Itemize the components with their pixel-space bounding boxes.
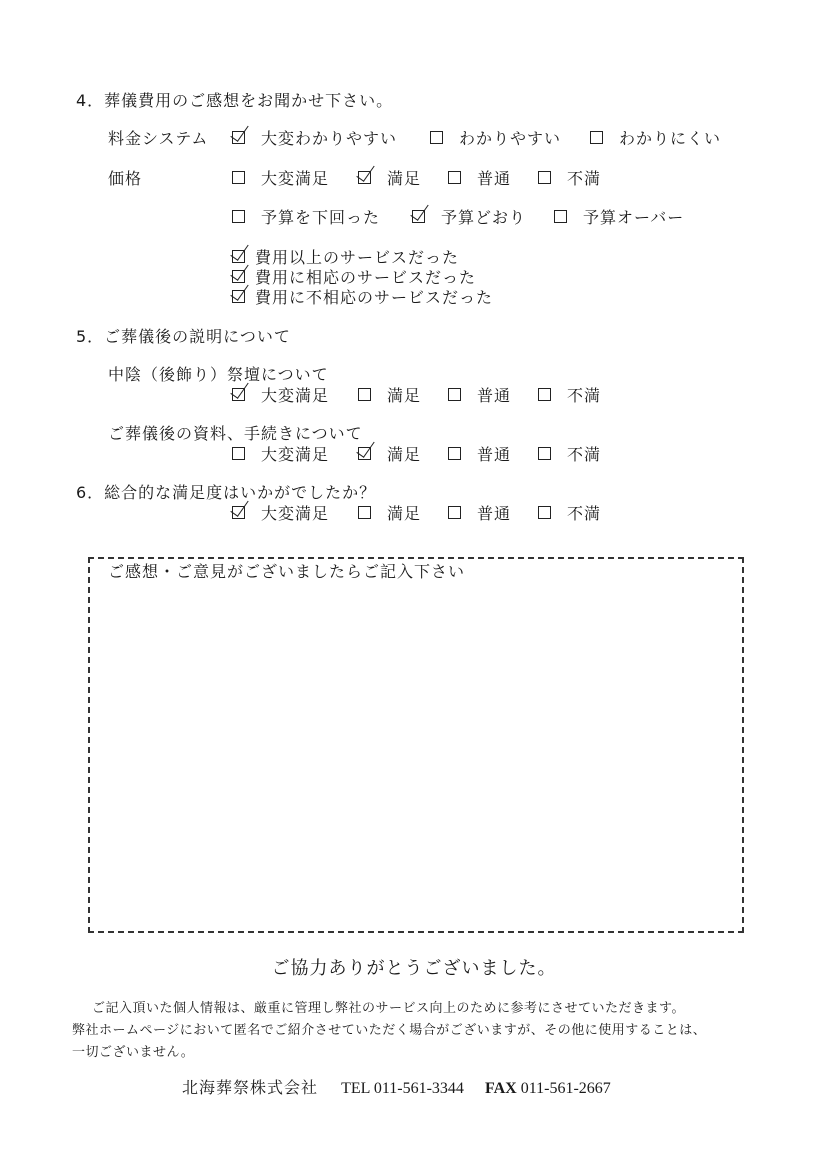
option-very-satisfied[interactable]: 大変満足 — [232, 501, 329, 524]
section6-title: 6．総合的な満足度はいかがでしたか？ — [76, 483, 377, 502]
fax-label: FAX — [485, 1080, 517, 1097]
option-dissatisfied[interactable]: 不満 — [538, 383, 601, 406]
checkbox-icon[interactable] — [448, 506, 461, 519]
option-normal[interactable]: 普通 — [448, 501, 511, 524]
section4-title: 4．葬儀費用のご感想をお聞かせ下さい。 — [76, 91, 394, 110]
checkbox-icon[interactable] — [538, 388, 551, 401]
checkbox-icon[interactable] — [448, 388, 461, 401]
price-system-label: 料金システム — [108, 129, 209, 148]
option-dissatisfied[interactable]: 不満 — [538, 442, 601, 465]
option-unclear[interactable]: わかりにくい — [590, 126, 721, 149]
option-dissatisfied[interactable]: 不満 — [538, 166, 601, 189]
option-satisfied[interactable]: 満足 — [358, 501, 421, 524]
thanks-message: ご協力ありがとうございました。 — [271, 958, 557, 979]
checkbox-icon[interactable] — [448, 171, 461, 184]
option-clear[interactable]: わかりやすい — [430, 126, 561, 149]
checkbox-icon[interactable] — [232, 210, 245, 223]
checkbox-icon[interactable] — [232, 447, 245, 460]
option-satisfied[interactable]: 満足 — [358, 166, 421, 189]
checkbox-icon[interactable] — [448, 447, 461, 460]
privacy-notice-line1: ご記入頂いた個人情報は、厳重に管理し弊社のサービス向上のために参考にさせていただきます。 — [92, 1001, 685, 1016]
checkbox-icon[interactable] — [232, 171, 245, 184]
option-service-matches-cost[interactable]: 費用に相応のサービスだった — [232, 265, 476, 288]
checkbox-icon[interactable] — [538, 447, 551, 460]
option-normal[interactable]: 普通 — [448, 166, 511, 189]
checkbox-icon[interactable] — [232, 388, 245, 401]
option-normal[interactable]: 普通 — [448, 442, 511, 465]
checkbox-icon[interactable] — [232, 131, 245, 144]
option-on-budget[interactable]: 予算どおり — [412, 205, 526, 228]
privacy-notice-line2: 弊社ホームページにおいて匿名でご紹介させていただく場合がございますが、その他に使用することは、 — [72, 1023, 707, 1038]
option-very-satisfied[interactable]: 大変満足 — [232, 442, 329, 465]
fax-value: 011-561-2667 — [520, 1080, 611, 1097]
phone-number: TEL 011-561-3344 — [341, 1080, 464, 1097]
checkbox-icon[interactable] — [358, 506, 371, 519]
price-label: 価格 — [108, 169, 143, 188]
checkbox-icon[interactable] — [538, 506, 551, 519]
comment-textarea[interactable] — [88, 557, 744, 933]
option-dissatisfied[interactable]: 不満 — [538, 501, 601, 524]
option-very-satisfied[interactable]: 大変満足 — [232, 166, 329, 189]
checkbox-icon[interactable] — [358, 447, 371, 460]
option-under-budget[interactable]: 予算を下回った — [232, 205, 380, 228]
altar-label: 中陰（後飾り）祭壇について — [108, 365, 329, 384]
docs-label: ご葬儀後の資料、手続きについて — [108, 424, 363, 443]
option-very-satisfied[interactable]: 大変満足 — [232, 383, 329, 406]
comment-label: ご感想・ご意見がございましたらご記入下さい — [108, 562, 466, 581]
option-satisfied[interactable]: 満足 — [358, 442, 421, 465]
checkbox-icon[interactable] — [232, 506, 245, 519]
option-satisfied[interactable]: 満足 — [358, 383, 421, 406]
checkbox-icon[interactable] — [538, 171, 551, 184]
checkbox-icon[interactable] — [412, 210, 425, 223]
fax-number — [485, 1080, 611, 1097]
checkbox-icon[interactable] — [554, 210, 567, 223]
option-service-above-cost[interactable]: 費用以上のサービスだった — [232, 245, 459, 268]
option-normal[interactable]: 普通 — [448, 383, 511, 406]
privacy-notice-line3: 一切ございません。 — [72, 1045, 195, 1060]
option-service-below-cost[interactable]: 費用に不相応のサービスだった — [232, 285, 493, 308]
checkbox-icon[interactable] — [430, 131, 443, 144]
checkbox-icon[interactable] — [232, 290, 245, 303]
checkbox-icon[interactable] — [358, 388, 371, 401]
company-name: 北海葬祭株式会社 — [182, 1078, 319, 1097]
footer — [182, 1075, 611, 1098]
option-very-clear[interactable]: 大変わかりやすい — [232, 126, 397, 149]
option-over-budget[interactable]: 予算オーバー — [554, 205, 684, 228]
section5-title: 5．ご葬儀後の説明について — [76, 327, 291, 346]
checkbox-icon[interactable] — [358, 171, 371, 184]
checkbox-icon[interactable] — [590, 131, 603, 144]
